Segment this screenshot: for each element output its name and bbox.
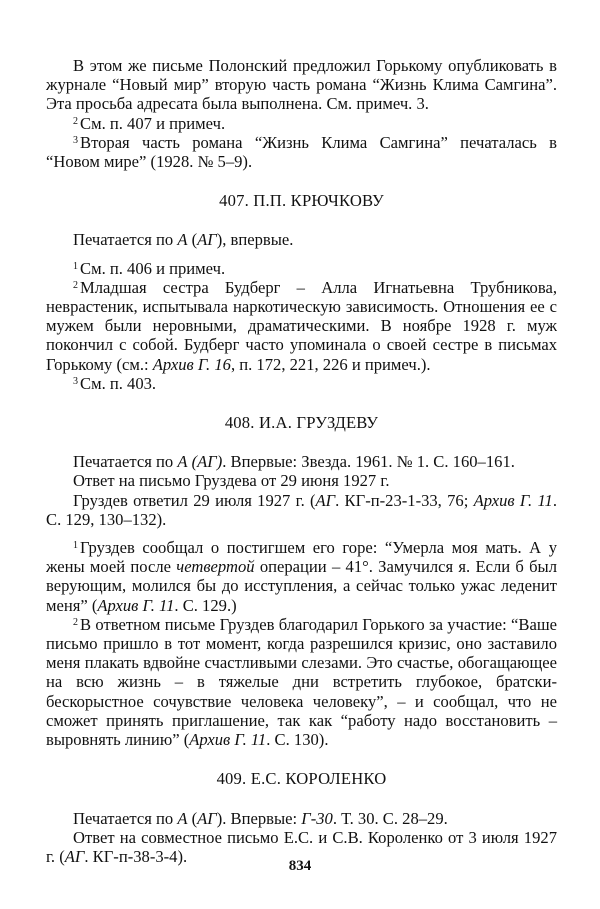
source-note-409: Печатается по А (АГ). Впервые: Г-30. Т. 30. С. 28–29. [73,808,448,828]
footnote-2: $^2$ См. п. 407 и примеч. [73,113,226,133]
footnote-number: 1 [73,260,78,272]
footnote-number: 2 [73,115,78,127]
continuation-paragraph: В этом же письме Полонский предложил Горькому опубликовать в журнале “Новый мир” вторую часть романа “Жизнь Клима Самгина”. Эта просьба адресата была выполнена. См. примеч. 3. [46,56,557,114]
reply-note-409: Ответ на совместное письмо Е.С. и С.В. Короленко от 3 июля 1927 г. (АГ. КГ-п-38-3-4). [46,827,557,866]
footnote-number: 1 [73,540,78,552]
answered-note-408: Груздев ответил 29 июля 1927 г. (АГ. КГ-п-23-1-33, 76; Архив Г. 11. С. 129, 130–132). [46,490,557,529]
page-body [46,56,557,866]
footnote-number: 2 [73,279,78,291]
source-note-407: Печатается по А (АГ), впервые. [73,230,294,250]
source-note-408: Печатается по А (АГ). Впервые: Звезда. 1961. № 1. С. 160–161. [73,452,515,472]
footnote-2: $^2$ В ответном письме Груздев благодарил Горького за участие: “Ваше письмо пришло в тот момент, когда разрешился кризис, оно заставило меня плакать вдвойне счастливыми слезами. Это счастье, обогащающее на всю жизнь – в тяжелые дни встретить глубокое, братски-бескорыстное сочувствие человека человеку”, – и сообщал, что не сможет принять приглашение, так как “работу надо восстановить – выровнять линию” (Архив Г. 11. С. 130). [46,614,557,750]
section-heading-407: 407. П.П. КРЮЧКОВУ [219,191,384,211]
section-heading-409: 409. Е.С. КОРОЛЕНКО [216,769,387,789]
reply-note-408: Ответ на письмо Груздева от 29 июня 1927 г. [73,471,390,491]
footnote-1: $^1$ См. п. 406 и примеч. [73,258,226,278]
footnote-number: 2 [73,616,78,628]
footnote-3: $^3$ Вторая часть романа “Жизнь Клима Самгина” печаталась в “Новом мире” (1928. № 5–9). [46,132,557,172]
footnote-2: $^2$ Младшая сестра Будберг – Алла Игнатьевна Трубникова, неврастеник, испытывала наркотическую зависимость. Отношения ее с мужем были неровными, драматическими. В ноябре 1928 г. муж покончил с собой. Будберг часто упоминала о своей сестре в письмах Горькому (см.: Архив Г. 16, п. 172, 221, 226 и примеч.). [46,277,557,374]
section-heading-408: 408. И.А. ГРУЗДЕВУ [224,413,379,433]
page-number: 834 [288,858,312,874]
footnote-1: $^1$ Груздев сообщал о постигшем его горе: “Умерла моя мать. А у жены моей после четвертой операции – 41°. Замучился я. Если б был верующим, молился бы до исступления, а сейчас только ужас леденит меня” (Архив Г. 11. С. 129.) [46,538,557,615]
footnote-number: 3 [73,134,78,146]
footnote-number: 3 [73,375,78,387]
footnote-3: $^3$ См. п. 403. [73,373,157,393]
